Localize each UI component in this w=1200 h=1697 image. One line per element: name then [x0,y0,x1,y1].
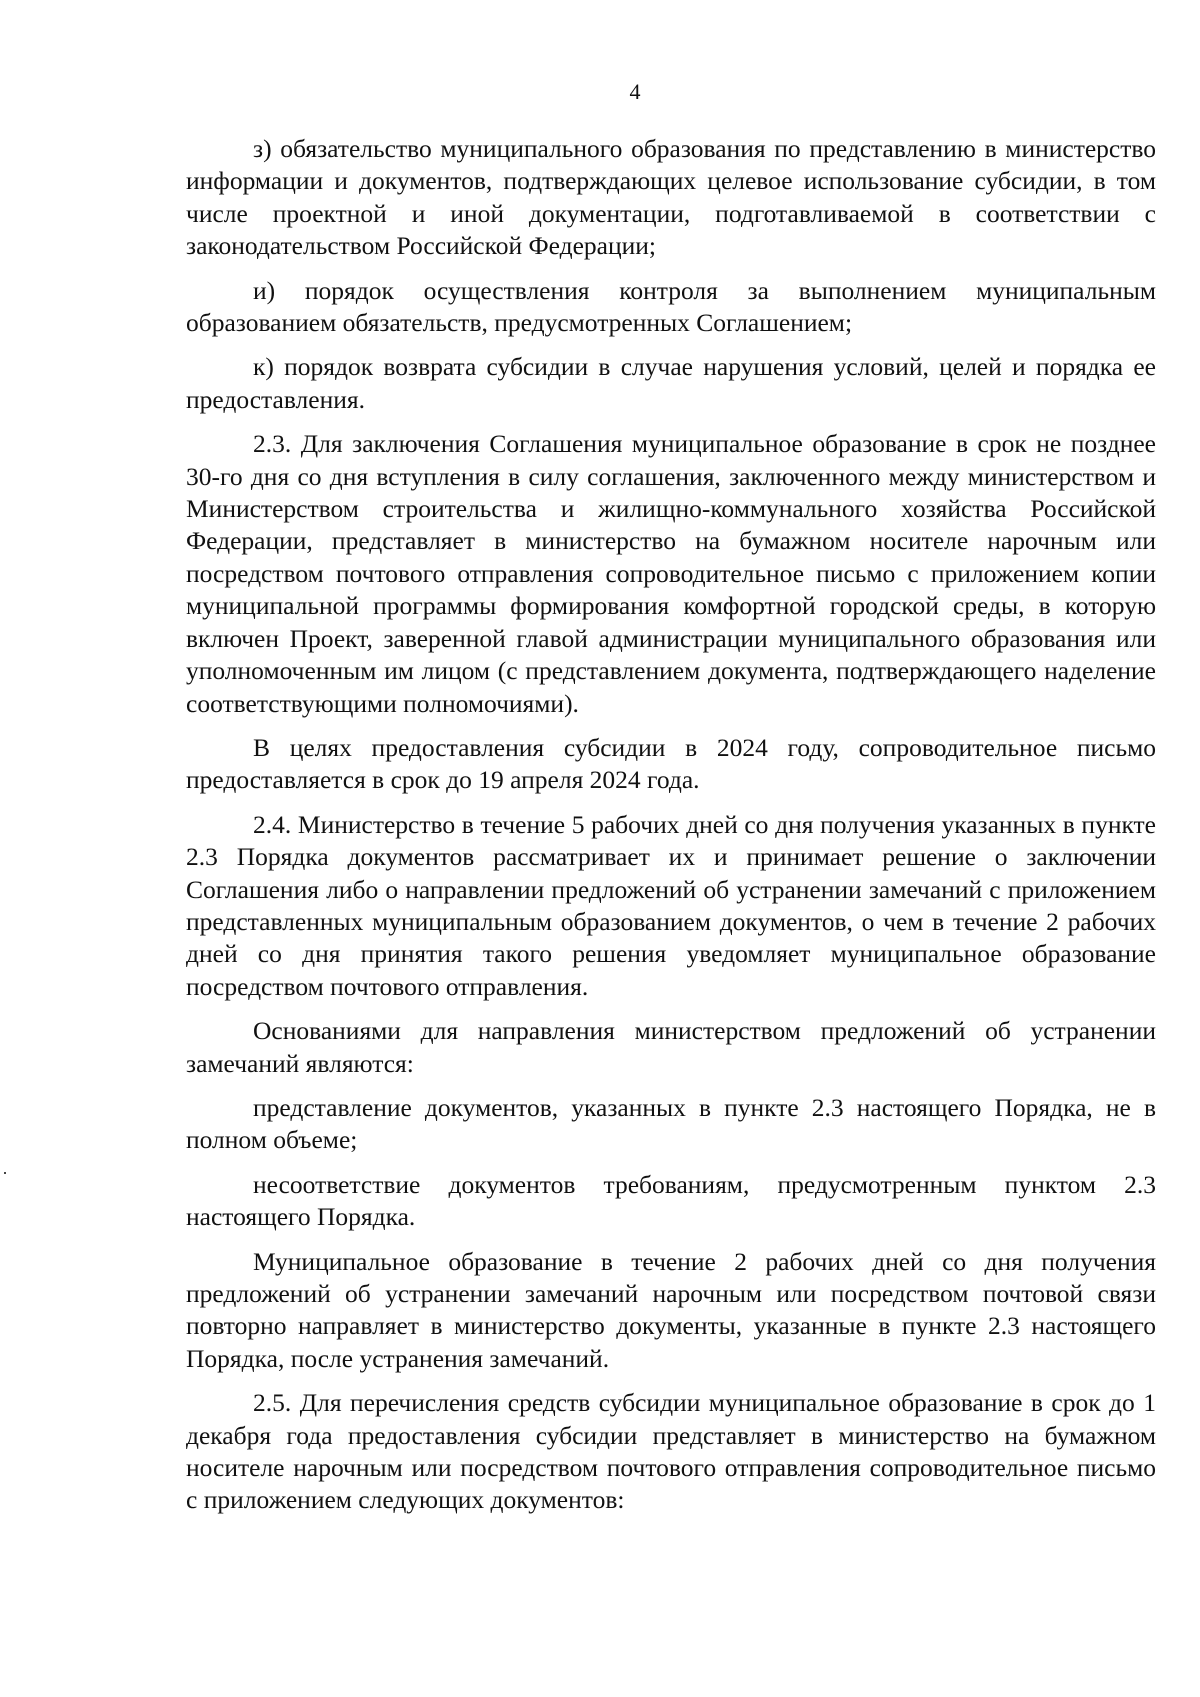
paragraph-nonconformity: несоответствие документов требованиям, предусмотренным пунктом 2.3 настоящего Порядка. [186,1169,1156,1232]
scan-artifact-dot [4,1172,6,1174]
paragraph-grounds: Основаниями для направления министерством предложений об устранении замечаний являются: [186,1016,1156,1078]
paragraph-2-5: 2.5. Для перечисления средств субсидии муниципальное образование в срок до 1 декабря года предоставления субсидии представляет в министерство на бумажном носителе нарочным или посредством почтового отправления сопроводительное письмо с приложением следующих документов: [186,1388,1156,1515]
paragraph-k: к) порядок возврата субсидии в случае нарушения условий, целей и порядка ее предоставления. [186,352,1156,414]
paragraph-incomplete-docs: представление документов, указанных в пункте 2.3 настоящего Порядка, не в полном объеме; [186,1092,1156,1155]
document-body [186,133,1156,1529]
paragraph-2-4: 2.4. Министерство в течение 5 рабочих дней со дня получения указанных в пункте 2.3 Порядка документов рассматривает их и принимает решение о заключении Соглашения либо о направлении предложений об устранении замечаний с приложением представленных муниципальным образованием документов, о чем в течение 2 рабочих дней со дня принятия такого решения уведомляет муниципальное образование посредством почтового отправления. [186,809,1156,1001]
paragraph-deadline-2024: В целях предоставления субсидии в 2024 году, сопроводительное письмо предоставляется в срок до 19 апреля 2024 года. [186,732,1156,795]
paragraph-z: з) обязательство муниципального образования по представлению в министерство информации и документов, подтверждающих целевое использование субсидии, в том числе проектной и иной документации, подготавливаемой в соответствии с законодательством Российской Федерации; [186,134,1156,261]
paragraph-resubmission: Муниципальное образование в течение 2 рабочих дней со дня получения предложений об устранении замечаний нарочным или посредством почтовой связи повторно направляет в министерство документы, указанные в пункте 2.3 настоящего Порядка, после устранения замечаний. [186,1246,1156,1373]
paragraph-2-3: 2.3. Для заключения Соглашения муниципальное образование в срок не позднее 30-го дня со дня вступления в силу соглашения, заключенного между министерством и Министерством строительства и жилищно-коммунального хозяйства Российской Федерации, представляет в министерство на бумажном носителе нарочным или посредством почтового отправления сопроводительное письмо с приложением копии муниципальной программы формирования комфортной городской среды, в которую включен Проект, заверенной главой администрации муниципального образования или уполномоченным им лицом (с представлением документа, подтверждающего наделение соответствующими полномочиями). [186,429,1156,718]
paragraph-i: и) порядок осуществления контроля за выполнением муниципальным образованием обязательств, предусмотренных Соглашением; [186,275,1156,338]
page-number: 4 [629,79,641,104]
